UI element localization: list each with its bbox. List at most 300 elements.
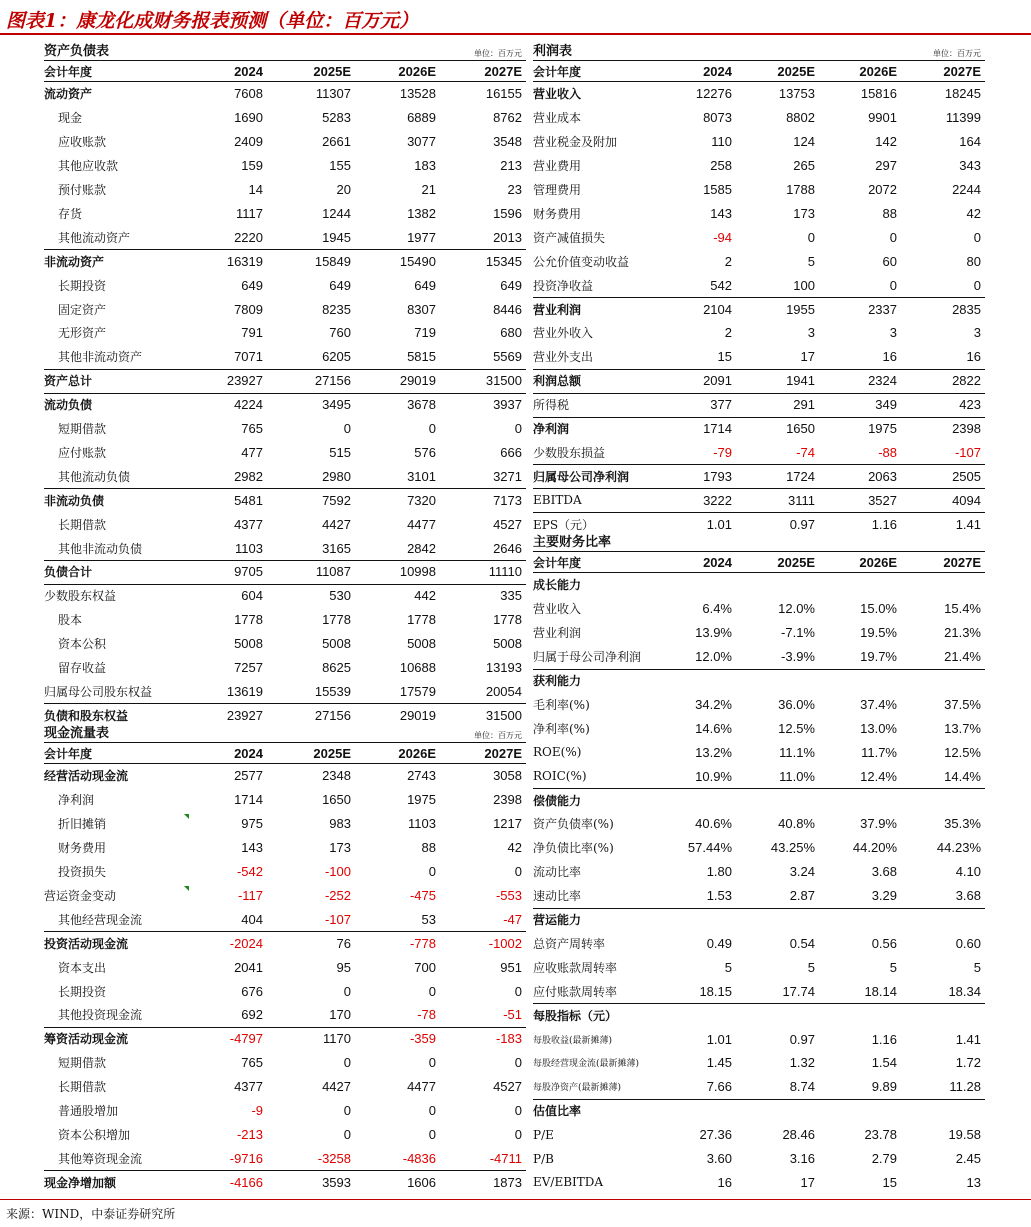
table-row (533, 1027, 985, 1051)
value-cell: 36.0% (778, 696, 815, 712)
table-row (44, 106, 526, 130)
value-cell: 1873 (493, 1174, 522, 1190)
table-row (533, 1003, 985, 1027)
value-cell: 7809 (234, 301, 263, 317)
value-cell: -252 (324, 887, 351, 903)
year-header: 2027E (943, 63, 981, 79)
value-cell: 1778 (493, 612, 522, 628)
value-cell: 265 (793, 158, 815, 174)
title-rule (0, 33, 1031, 35)
value-cell: 2.87 (789, 888, 815, 904)
cashflow-title: 现金流量表 (44, 726, 110, 741)
row-label: 营业利润 (533, 626, 582, 641)
row-label: 偿债能力 (533, 793, 582, 808)
value-cell: 1217 (493, 816, 522, 832)
value-cell: 23927 (226, 373, 263, 389)
value-cell: 12276 (695, 86, 732, 102)
value-cell: 2398 (493, 792, 522, 808)
value-cell: 7173 (493, 492, 522, 508)
value-cell: 143 (241, 840, 263, 856)
table-row (44, 584, 526, 608)
value-cell: 297 (875, 158, 897, 174)
row-label: 每股净资产(最新摊薄) (533, 1083, 622, 1094)
table-row (533, 1123, 985, 1147)
value-cell: 5008 (407, 636, 436, 652)
value-cell: 765 (241, 421, 263, 437)
value-cell: -100 (324, 864, 351, 880)
value-cell: -2024 (229, 935, 263, 951)
table-row (44, 860, 526, 884)
value-cell: 16 (717, 1174, 732, 1190)
row-label: 营运能力 (533, 913, 582, 928)
table-row (533, 417, 985, 441)
value-cell: 11087 (315, 564, 351, 580)
value-cell: 2980 (322, 468, 351, 484)
value-cell: -542 (236, 864, 263, 880)
value-cell: 29019 (399, 373, 436, 389)
value-cell: 35.3% (944, 816, 981, 832)
value-cell: 2104 (703, 301, 732, 317)
row-label: 所得税 (533, 398, 570, 413)
row-label: 管理费用 (533, 183, 582, 198)
table-row (533, 345, 985, 370)
value-cell: 0 (343, 1126, 351, 1142)
table-row (44, 488, 526, 512)
table-row (44, 202, 526, 226)
table-row (533, 955, 985, 979)
value-cell: 1244 (322, 205, 351, 221)
value-cell: 12.0% (695, 649, 732, 665)
header-label: 会计年度 (44, 64, 93, 79)
value-cell: 7592 (322, 492, 351, 508)
value-cell: 42 (966, 205, 981, 221)
value-cell: 4.10 (955, 864, 981, 880)
value-cell: 2324 (868, 373, 897, 389)
value-cell: 1.16 (871, 1031, 897, 1047)
value-cell: 0 (889, 229, 897, 245)
value-cell: -51 (503, 1007, 522, 1023)
value-cell: 100 (793, 277, 815, 293)
value-cell: 13619 (226, 683, 263, 699)
footer-rule (0, 1199, 1031, 1200)
value-cell: 0.97 (789, 1031, 815, 1047)
value-cell: 1103 (235, 540, 263, 556)
table-row (533, 106, 985, 130)
value-cell: 343 (959, 158, 981, 174)
table-row (533, 225, 985, 249)
value-cell: 7.66 (706, 1079, 732, 1095)
table-row (533, 621, 985, 645)
value-cell: 1.41 (955, 1031, 981, 1047)
year-header: 2026E (398, 745, 436, 761)
table-row (533, 788, 985, 812)
table-row (44, 225, 526, 250)
row-label: 流动负债 (44, 398, 93, 413)
value-cell: 2063 (868, 468, 897, 484)
value-cell: 18.14 (864, 983, 897, 999)
value-cell: 442 (414, 588, 436, 604)
row-label: 归属母公司净利润 (533, 469, 630, 484)
table-row (533, 130, 985, 154)
value-cell: 2835 (952, 301, 981, 317)
row-label: P/E (533, 1127, 554, 1142)
value-cell: 44.20% (852, 840, 897, 856)
value-cell: 2.79 (871, 1151, 897, 1167)
row-label: 长期借款 (58, 1080, 107, 1095)
row-label: 资本支出 (58, 960, 107, 975)
table-row (44, 321, 526, 345)
table-row (44, 345, 526, 370)
value-cell: 576 (414, 444, 436, 460)
row-label: 营业收入 (533, 602, 582, 617)
table-row (44, 764, 526, 788)
table-row (533, 932, 985, 956)
table-row (533, 573, 985, 597)
value-cell: 3.68 (955, 888, 981, 904)
row-label: 其他经营现金流 (58, 912, 143, 927)
table-row (44, 907, 526, 932)
value-cell: 11110 (488, 564, 522, 580)
value-cell: 0 (428, 1103, 436, 1119)
table-row (533, 1099, 985, 1123)
value-cell: 404 (241, 911, 263, 927)
value-cell: 14.6% (695, 720, 732, 736)
table-row (533, 249, 985, 273)
value-cell: 0.56 (871, 935, 897, 951)
row-label: 固定资产 (58, 302, 107, 317)
value-cell: 1382 (407, 205, 436, 221)
value-cell: 10.9% (695, 768, 732, 784)
value-cell: -74 (796, 444, 815, 460)
value-cell: 12.0% (778, 601, 815, 617)
value-cell: 3937 (493, 397, 522, 413)
value-cell: 5 (807, 253, 815, 269)
table-row (44, 632, 526, 656)
value-cell: 3 (973, 325, 981, 341)
value-cell: 515 (329, 444, 351, 460)
value-cell: 29019 (399, 707, 436, 723)
row-label: 投资损失 (58, 865, 107, 880)
row-label: 营业外支出 (533, 350, 594, 365)
value-cell: 7608 (234, 86, 263, 102)
value-cell: 44.23% (936, 840, 981, 856)
value-cell: 3 (889, 325, 897, 341)
header-label: 会计年度 (533, 555, 582, 570)
value-cell: 2 (724, 325, 732, 341)
table-row (44, 1146, 526, 1171)
table-row (533, 464, 985, 489)
row-label: 长期借款 (58, 517, 107, 532)
row-label: 资本公积增加 (58, 1127, 131, 1142)
value-cell: -3258 (317, 1150, 351, 1166)
row-label: 净利率(%) (533, 721, 590, 736)
value-cell: 2409 (234, 134, 263, 150)
value-cell: 9705 (234, 564, 263, 580)
value-cell: 0.97 (789, 516, 815, 532)
table-row (44, 1051, 526, 1075)
value-cell: 1.41 (955, 516, 981, 532)
value-cell: 10688 (399, 660, 436, 676)
value-cell: 12.5% (944, 744, 981, 760)
row-label: 其他非流动资产 (58, 350, 143, 365)
value-cell: -88 (878, 444, 897, 460)
value-cell: 155 (329, 158, 351, 174)
table-row (44, 788, 526, 812)
value-cell: 124 (793, 134, 815, 150)
value-cell: 13.2% (695, 744, 732, 760)
row-label: 营业外收入 (533, 326, 594, 341)
table-row (44, 1027, 526, 1051)
value-cell: 765 (241, 1055, 263, 1071)
value-cell: 3077 (407, 134, 436, 150)
row-label: 归属母公司股东权益 (44, 684, 153, 699)
value-cell: 88 (882, 205, 897, 221)
value-cell: 3.68 (871, 864, 897, 880)
value-cell: 3101 (407, 468, 436, 484)
value-cell: 0 (343, 421, 351, 437)
comment-marker-icon (184, 814, 189, 819)
value-cell: 604 (241, 588, 263, 604)
value-cell: 975 (241, 816, 263, 832)
ratios-header-row (533, 551, 985, 573)
row-label: P/B (533, 1151, 554, 1166)
value-cell: 1.72 (955, 1055, 981, 1071)
value-cell: 43.25% (770, 840, 815, 856)
table-row (44, 979, 526, 1003)
value-cell: 692 (241, 1007, 263, 1023)
value-cell: 142 (875, 134, 897, 150)
value-cell: 21.3% (944, 625, 981, 641)
value-cell: 0 (514, 421, 522, 437)
table-row (533, 441, 985, 466)
value-cell: 15 (882, 1174, 897, 1190)
value-cell: 11399 (945, 110, 981, 126)
value-cell: 649 (500, 277, 522, 293)
source-note: 来源：WIND，中泰证券研究所 (6, 1207, 176, 1221)
row-label: 成长能力 (533, 578, 582, 593)
value-cell: 983 (329, 816, 351, 832)
table-row (533, 597, 985, 621)
value-cell: 1650 (786, 421, 815, 437)
table-row (44, 884, 526, 908)
value-cell: 2982 (234, 468, 263, 484)
table-row (533, 297, 985, 321)
value-cell: 37.4% (860, 696, 897, 712)
value-cell: 676 (241, 983, 263, 999)
row-label: ROIC(%) (533, 769, 587, 784)
value-cell: 57.44% (687, 840, 732, 856)
value-cell: 11.7% (861, 744, 897, 760)
row-label: 净利润 (58, 793, 95, 808)
table-row (44, 249, 526, 273)
value-cell: 4427 (322, 516, 351, 532)
table-row (44, 536, 526, 561)
value-cell: 680 (500, 325, 522, 341)
value-cell: 13753 (778, 86, 815, 102)
value-cell: -475 (409, 887, 436, 903)
table-row (533, 321, 985, 345)
value-cell: 23927 (226, 707, 263, 723)
value-cell: 18.34 (948, 983, 981, 999)
row-label: 获利能力 (533, 674, 582, 689)
value-cell: 11.28 (949, 1079, 981, 1095)
value-cell: 7257 (234, 660, 263, 676)
table-row (533, 645, 985, 670)
value-cell: 1778 (234, 612, 263, 628)
table-row (44, 154, 526, 178)
row-label: 普通股增加 (58, 1104, 119, 1119)
value-cell: -213 (236, 1126, 263, 1142)
value-cell: 37.5% (944, 696, 981, 712)
value-cell: 0.54 (789, 935, 815, 951)
value-cell: 8073 (703, 110, 732, 126)
income-title: 利润表 (533, 44, 573, 59)
value-cell: 0 (514, 864, 522, 880)
row-label: 折旧摊销 (58, 817, 107, 832)
value-cell: 530 (329, 588, 351, 604)
year-header: 2027E (484, 63, 522, 79)
row-label: 营业税金及附加 (533, 135, 618, 150)
value-cell: 0 (889, 277, 897, 293)
value-cell: -4797 (229, 1031, 263, 1047)
row-label: 其他应收款 (58, 159, 119, 174)
row-label: 股本 (58, 613, 83, 628)
value-cell: 1975 (868, 421, 897, 437)
header-label: 会计年度 (44, 746, 93, 761)
value-cell: 1714 (234, 792, 263, 808)
value-cell: 8235 (322, 301, 351, 317)
row-label: 长期投资 (58, 984, 107, 999)
value-cell: 1170 (323, 1031, 351, 1047)
year-header: 2025E (313, 63, 351, 79)
value-cell: 17 (800, 349, 815, 365)
value-cell: 1650 (322, 792, 351, 808)
row-label: 利润总额 (533, 374, 582, 389)
value-cell: 19.58 (948, 1127, 981, 1143)
value-cell: 21 (421, 182, 436, 198)
value-cell: 1975 (407, 792, 436, 808)
value-cell: 5008 (322, 636, 351, 652)
row-label: 非流动负债 (44, 493, 105, 508)
year-header: 2025E (777, 554, 815, 570)
value-cell: 18.15 (699, 983, 732, 999)
table-row (44, 464, 526, 489)
year-header: 2024 (703, 554, 732, 570)
table-row (44, 931, 526, 955)
row-label: 其他流动资产 (58, 230, 131, 245)
value-cell: 0 (428, 1055, 436, 1071)
table-row (44, 680, 526, 705)
table-row (533, 836, 985, 860)
value-cell: 6889 (407, 110, 436, 126)
value-cell: 14 (248, 182, 263, 198)
year-header: 2026E (859, 63, 897, 79)
value-cell: 27.36 (699, 1127, 732, 1143)
value-cell: -183 (495, 1031, 522, 1047)
value-cell: -117 (237, 887, 263, 903)
table-row (533, 178, 985, 202)
value-cell: 1941 (786, 373, 815, 389)
value-cell: 7320 (407, 492, 436, 508)
value-cell: 2842 (407, 540, 436, 556)
table-row (44, 178, 526, 202)
value-cell: 5 (889, 959, 897, 975)
table-row (533, 716, 985, 740)
row-label: 营运资金变动 (44, 888, 117, 903)
row-label: 资产总计 (44, 374, 93, 389)
value-cell: 13 (966, 1174, 981, 1190)
value-cell: -79 (713, 444, 732, 460)
table-row (533, 908, 985, 932)
value-cell: 5283 (322, 110, 351, 126)
row-label: 流动资产 (44, 87, 93, 102)
value-cell: 173 (793, 205, 815, 221)
value-cell: 1.01 (706, 516, 732, 532)
value-cell: 3.16 (789, 1151, 815, 1167)
table-row (44, 836, 526, 860)
value-cell: 2337 (868, 301, 897, 317)
income-header-row (533, 60, 985, 82)
value-cell: 1.54 (871, 1055, 897, 1071)
value-cell: -359 (409, 1031, 436, 1047)
value-cell: 10998 (399, 564, 436, 580)
value-cell: -1002 (488, 935, 522, 951)
table-row (533, 1075, 985, 1100)
table-row (44, 656, 526, 680)
value-cell: 40.8% (778, 816, 815, 832)
value-cell: 1793 (703, 468, 732, 484)
value-cell: -7.1% (781, 625, 815, 641)
value-cell: 15 (717, 349, 732, 365)
value-cell: 5 (807, 959, 815, 975)
value-cell: 170 (329, 1007, 351, 1023)
value-cell: -553 (495, 887, 522, 903)
value-cell: 11.0% (779, 768, 815, 784)
value-cell: 15816 (860, 86, 897, 102)
table-row (44, 608, 526, 632)
value-cell: 4427 (322, 1079, 351, 1095)
value-cell: 2505 (952, 468, 981, 484)
value-cell: 1.01 (706, 1031, 732, 1047)
value-cell: 76 (336, 935, 351, 951)
value-cell: 8446 (493, 301, 522, 317)
value-cell: 20 (336, 182, 351, 198)
table-row (44, 417, 526, 441)
value-cell: -778 (409, 935, 436, 951)
table-row (44, 441, 526, 465)
value-cell: 173 (329, 840, 351, 856)
table-row (44, 393, 526, 417)
value-cell: 2091 (703, 373, 732, 389)
value-cell: 258 (710, 158, 732, 174)
value-cell: 2 (724, 253, 732, 269)
row-label: 速动比率 (533, 889, 582, 904)
table-row (44, 1170, 526, 1194)
row-label: 短期借款 (58, 422, 107, 437)
value-cell: 7071 (234, 349, 263, 365)
value-cell: 3548 (493, 134, 522, 150)
row-label: 每股收益(最新摊薄) (533, 1035, 613, 1046)
value-cell: 0 (343, 1103, 351, 1119)
value-cell: 1977 (407, 229, 436, 245)
table-row (44, 1003, 526, 1028)
value-cell: 13528 (399, 86, 436, 102)
value-cell: 21.4% (944, 649, 981, 665)
row-label: 营业收入 (533, 87, 582, 102)
year-header: 2026E (859, 554, 897, 570)
value-cell: 3527 (868, 492, 897, 508)
value-cell: 2743 (407, 768, 436, 784)
